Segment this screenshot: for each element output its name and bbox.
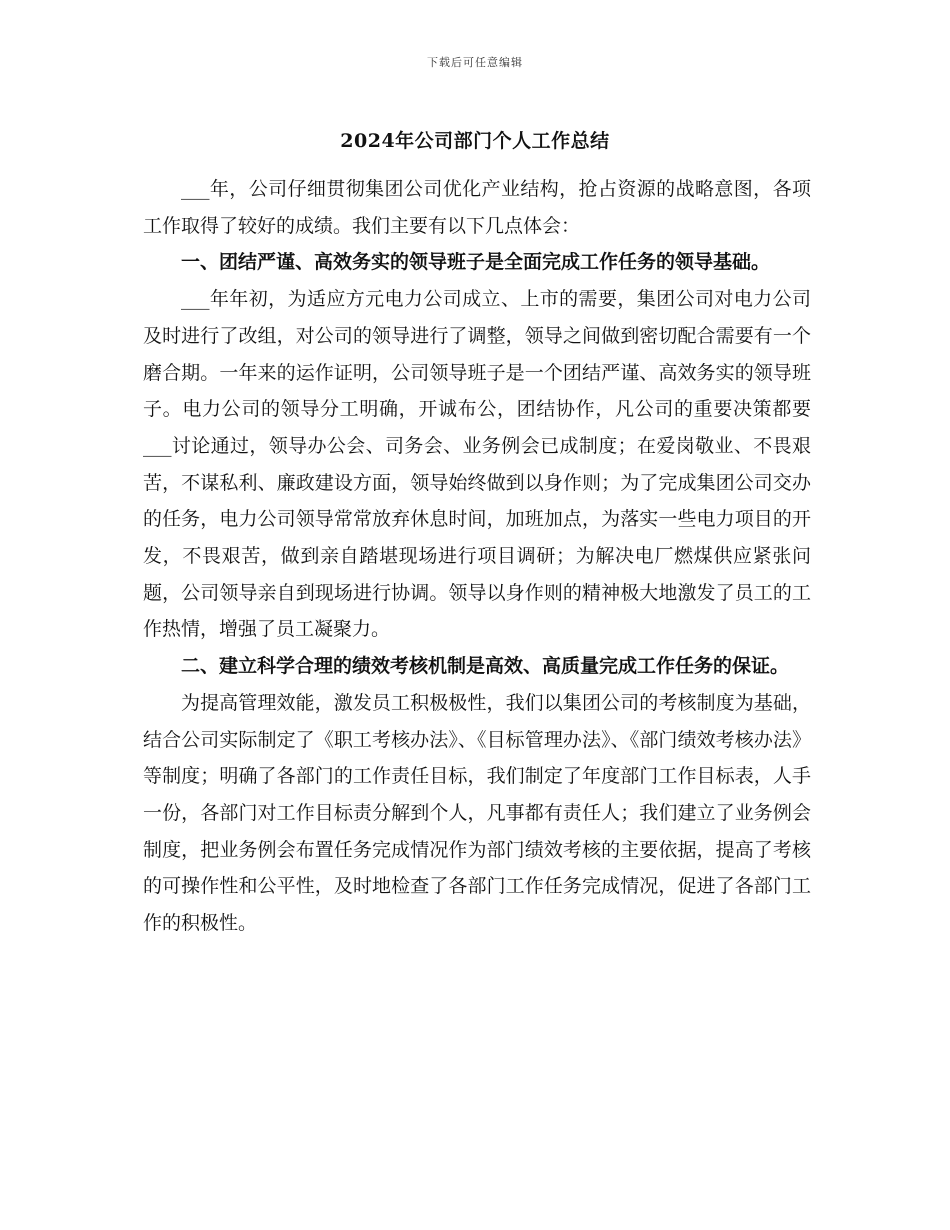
- intro-paragraph: ___年，公司仔细贯彻集团公司优化产业结构，抢占资源的战略意图，各项工作取得了较好的成绩。我们主要有以下几点体会：: [143, 178, 811, 237]
- document-title: 2024年公司部门个人工作总结: [340, 130, 610, 152]
- body-paragraph: ___年年初，为适应方元电力公司成立、上市的需要，集团公司对电力公司及时进行了改组，对公司的领导进行了调整，领导之间做到密切配合需要有一个磨合期。一年来的运作证明，公司领导班子是一个团结严谨、高效务实的领导班子。电力公司的领导分工明确，开诚布公，团结协作，凡公司的重要决策都要___讨论通过，领导办公会、司务会、业务例会已成制度；在爱岗敬业、不畏艰苦，不谋私利、廉政建设方面，领导始终做到以身作则；为了完成集团公司交办的任务，电力公司领导常常放弃休息时间，加班加点，为落实一些电力项目的开发，不畏艰苦，做到亲自踏堪现场进行项目调研；为解决电厂燃煤供应紧张问题，公司领导亲自到现场进行协调。领导以身作则的精神极大地激发了员工的工作热情，增强了员工凝聚力。: [143, 288, 811, 641]
- document-body: [143, 171, 811, 942]
- page-header-note: 下载后可任意编辑: [427, 56, 523, 69]
- section-heading-2: 二、建立科学合理的绩效考核机制是高效、高质量完成工作任务的保证。: [181, 655, 790, 678]
- section-heading-1: 一、团结严谨、高效务实的领导班子是全面完成工作任务的领导基础。: [181, 251, 771, 274]
- body-paragraph: 为提高管理效能，激发员工积极极性，我们以集团公司的考核制度为基础，结合公司实际制定了《职工考核办法》、《目标管理办法》、《部门绩效考核办法》等制度；明确了各部门的工作责任目标，我们制定了年度部门工作目标表，人手一份，各部门对工作目标责分解到个人，凡事都有责任人；我们建立了业务例会制度，把业务例会布置任务完成情况作为部门绩效考核的主要依据，提高了考核的可操作性和公平性，及时地检查了各部门工作任务完成情况，促进了各部门工作的积极性。: [143, 691, 811, 935]
